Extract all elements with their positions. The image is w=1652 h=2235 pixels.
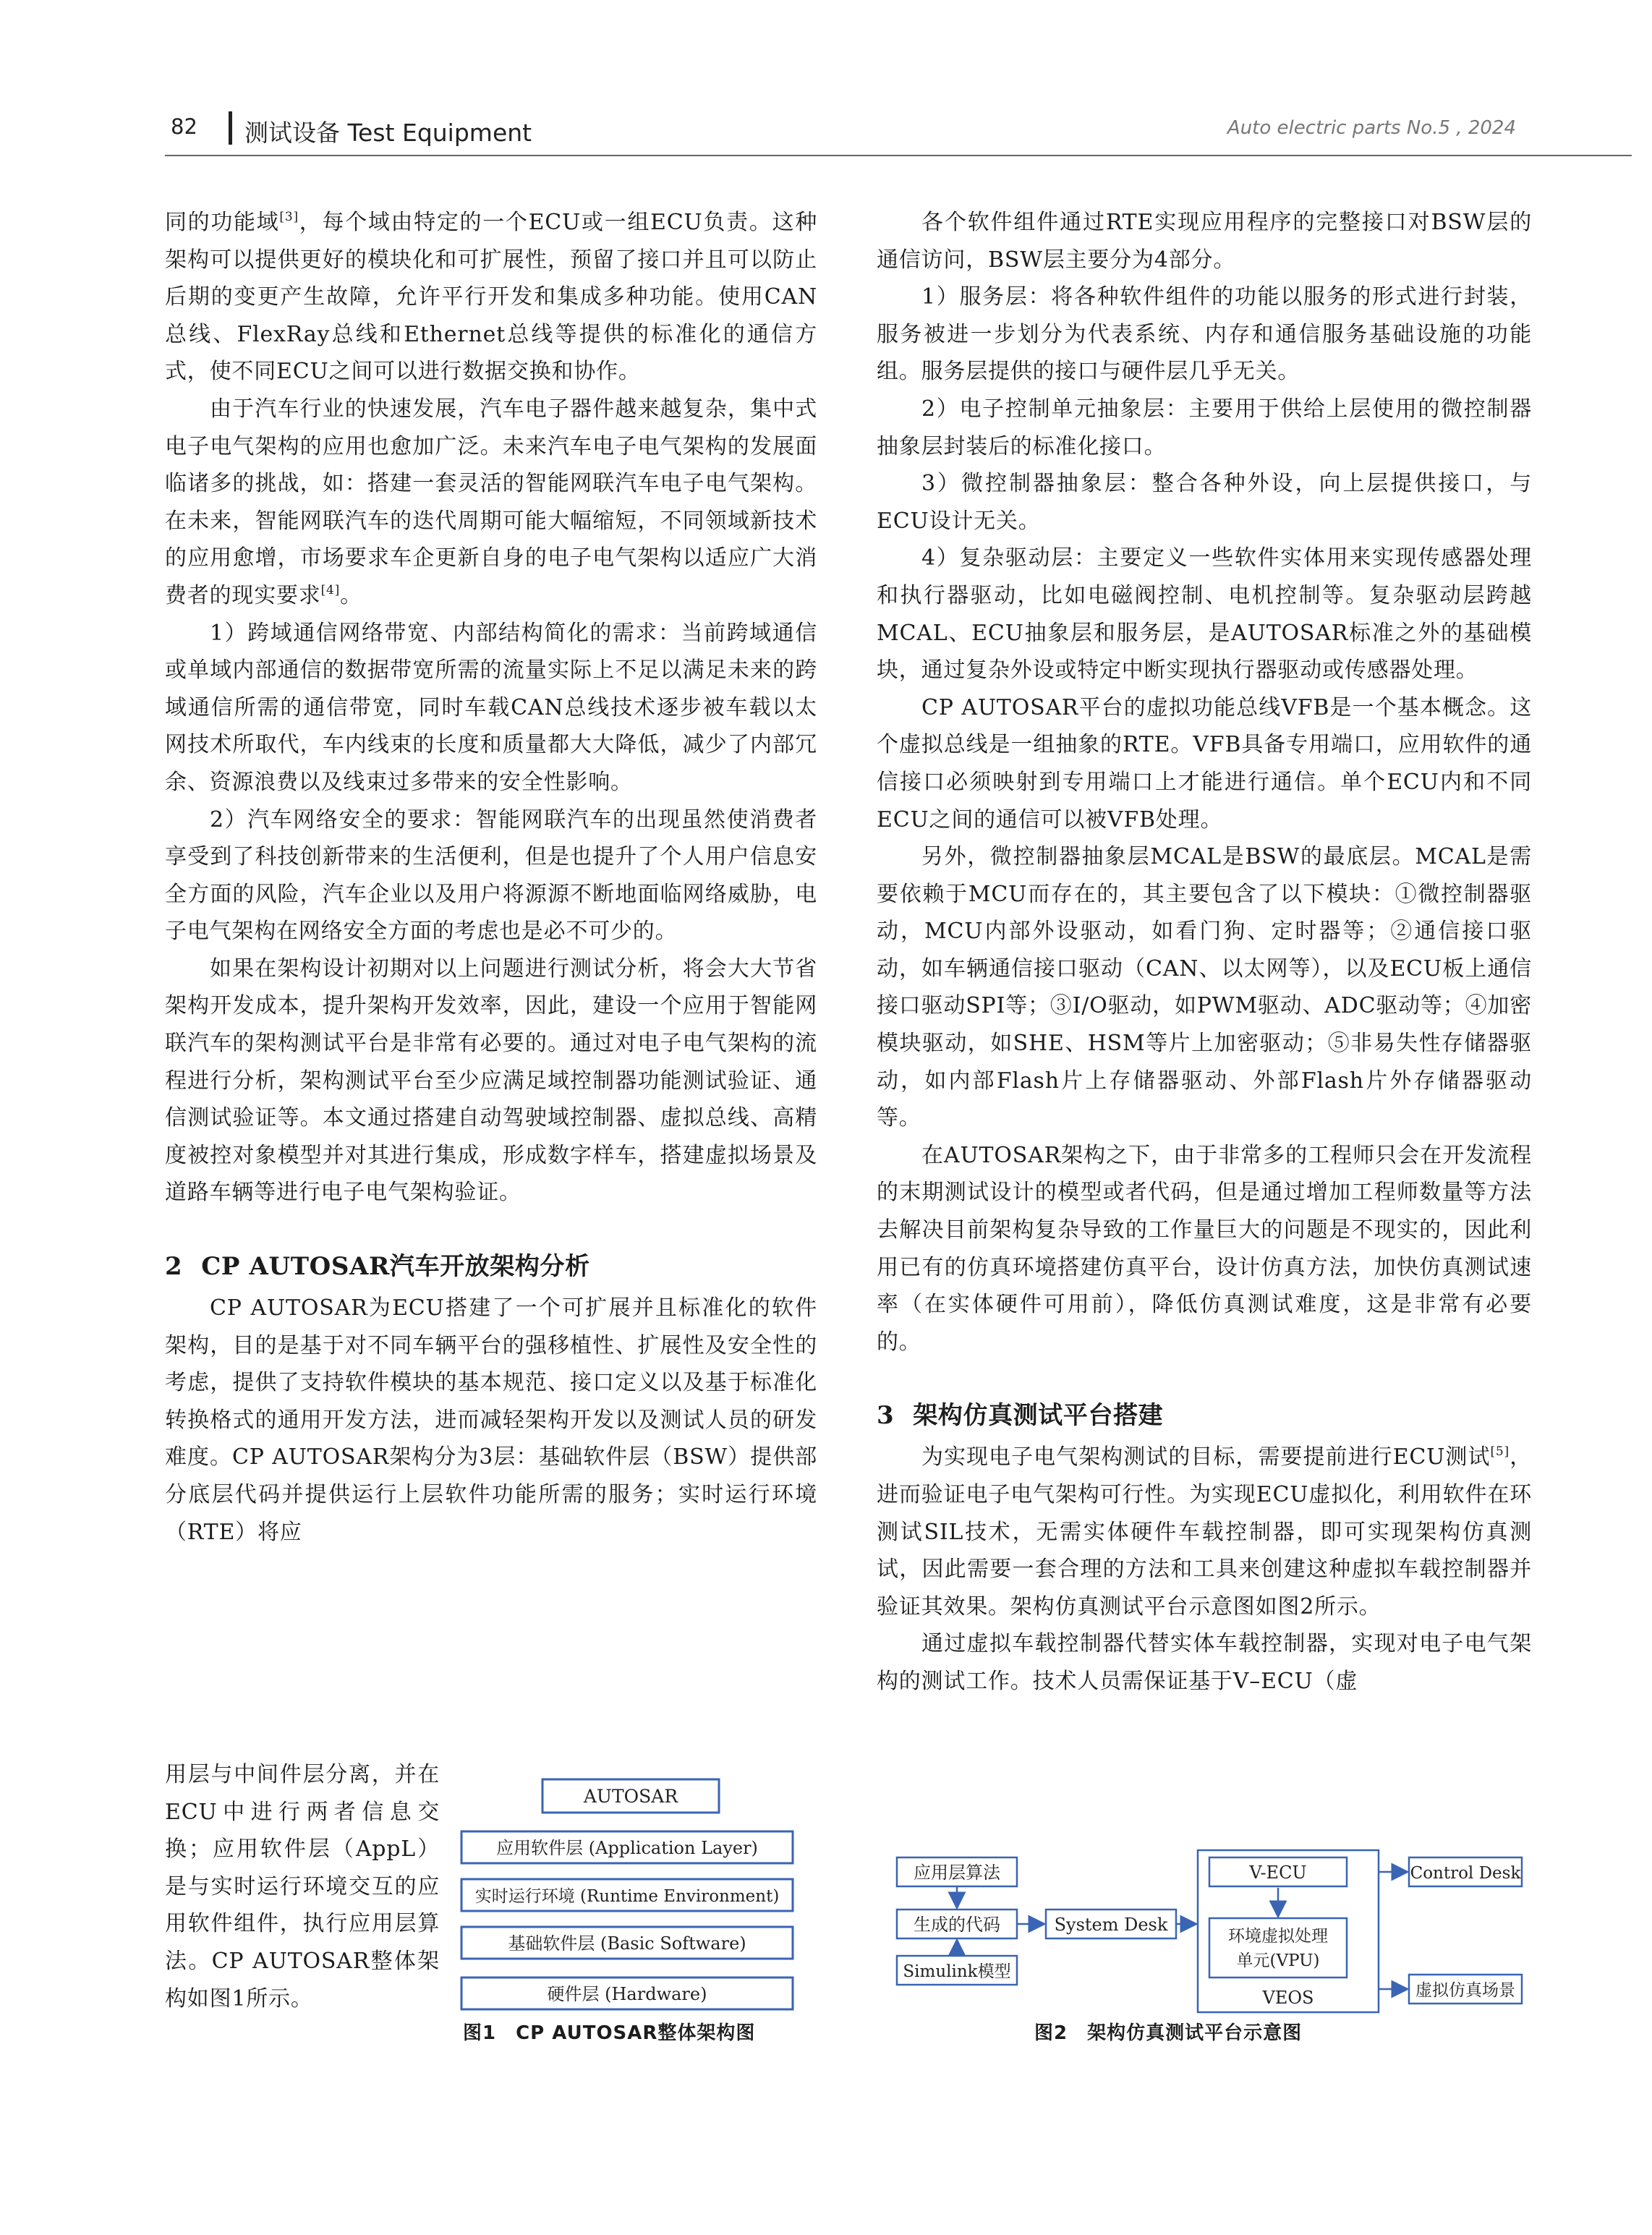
simulink-model-box (897, 1956, 1017, 1985)
figure-1-caption: 图1 CP AUTOSAR整体架构图 (463, 2022, 756, 2044)
system-desk-box (1046, 1910, 1176, 1938)
paragraph: 各个软件组件通过RTE实现应用程序的完整接口对BSW层的通信访问，BSW层主要分为4部分。 (877, 210, 1532, 273)
svg-text:单元(VPU): 单元(VPU) (1236, 1951, 1320, 1970)
svg-text:Control Desk: Control Desk (1410, 1864, 1521, 1883)
paragraph: 1）跨域通信网络带宽、内部结构简化的需求：当前跨域通信或单域内部通信的数据带宽所需的流量实际上不足以满足未来的跨域通信所需的通信带宽，同时车载CAN总线技术逐步被车载以太网技术所取代，车内线束的长度和质量都大大降低，减少了内部冗余、资源浪费以及线束过多带来的安全性影响。 (165, 620, 817, 795)
figure-2-diagram (888, 1846, 1525, 2018)
text-run: ，进而验证电子电气架构可行性。为实现ECU虚拟化，利用软件在环测试SIL技术，无需实体硬件车载控制器，即可实现架构仿真测试，因此需要一套合理的方法和工具来创建这种虚拟车载控制器并验证其效果。架构仿真测试平台示意图如图2所示。 (877, 1444, 1532, 1619)
paragraph (165, 391, 817, 615)
header-rule (165, 155, 1632, 156)
runtime-environment-box (461, 1879, 793, 1911)
application-layer-box (461, 1831, 793, 1863)
section-number: 2 (165, 1252, 183, 1282)
left-column (165, 204, 817, 1551)
v-ecu-box (1209, 1857, 1347, 1886)
figure-wrap-text (165, 1756, 440, 2017)
svg-text:Simulink模型: Simulink模型 (903, 1962, 1011, 1981)
svg-text:硬件层 (Hardware): 硬件层 (Hardware) (547, 1984, 707, 2004)
paragraph: 2）汽车网络安全的要求：智能网联汽车的出现虽然使消费者享受到了科技创新带来的生活便利，但是也提升了个人用户信息安全方面的风险，汽车企业以及用户将源源不断地面临网络威胁，电子电气架构在网络安全方面的考虑也是必不可少的。 (165, 806, 817, 945)
paragraph (165, 204, 817, 391)
page-number: 82 (171, 114, 197, 139)
vpu-box (1209, 1918, 1347, 1978)
citation: [5] (1490, 1444, 1510, 1460)
section-heading (165, 1249, 817, 1284)
svg-text:VEOS: VEOS (1262, 1988, 1314, 2008)
section-title: 架构仿真测试平台搭建 (913, 1401, 1164, 1431)
svg-text:环境虚拟处理: 环境虚拟处理 (1228, 1927, 1328, 1946)
svg-text:应用层算法: 应用层算法 (914, 1862, 1000, 1883)
paragraph: CP AUTOSAR为ECU搭建了一个可扩展并且标准化的软件架构，目的是基于对不同车辆平台的强移植性、扩展性及安全性的考虑，提供了支持软件模块的基本规范、接口定义以及基于标准化转换格式的通用开发方法，进而减轻架构开发以及测试人员的研发难度。CP AUTOSAR架构分为3层：基础软件层（BSW）提供部分底层代码并提供运行上层软件功能所需的服务；实时运行环境（RTE）将应 (165, 1295, 817, 1545)
paragraph: 1）服务层：将各种软件组件的功能以服务的形式进行封装，服务被进一步划分为代表系统、内存和通信服务基础设施的功能组。服务层提供的接口与硬件层几乎无关。 (877, 284, 1532, 385)
virtual-scene-box (1409, 1975, 1522, 2004)
generated-code-box (897, 1910, 1017, 1938)
autosar-box (542, 1779, 719, 1813)
paragraph: 在AUTOSAR架构之下，由于非常多的工程师只会在开发流程的末期测试设计的模型或者代码，但是通过增加工程师数量等方法去解决目前架构复杂导致的工作量巨大的问题是不现实的，因此利用已有的仿真环境搭建仿真平台，设计仿真方法，加快仿真测试速率（在实体硬件可用前），降低仿真测试难度，这是非常有必要的。 (877, 1142, 1532, 1355)
paragraph: 2）电子控制单元抽象层：主要用于供给上层使用的微控制器抽象层封装后的标准化接口。 (877, 396, 1532, 459)
svg-text:虚拟仿真场景: 虚拟仿真场景 (1415, 1981, 1515, 2000)
citation: [3] (279, 210, 299, 224)
text-run: 由于汽车行业的快速发展，汽车电子器件越来越复杂，集中式电子电气架构的应用也愈加广泛。未来汽车电子电气架构的发展面临诸多的挑战，如：搭建一套灵活的智能网联汽车电子电气架构。在未来，智能网联汽车的迭代周期可能大幅缩短，不同领域新技术的应用愈增，市场要求车企更新自身的电子电气架构以适应广大消费者的现实要求 (165, 396, 817, 608)
header-divider (229, 111, 232, 145)
section-heading (877, 1398, 1532, 1433)
svg-text:应用软件层 (Application Layer): 应用软件层 (Application Layer) (496, 1838, 758, 1858)
app-algorithm-box (897, 1857, 1017, 1886)
paragraph: 4）复杂驱动层：主要定义一些软件实体用来实现传感器处理和执行器驱动，比如电磁阀控制、电机控制等。复杂驱动层跨越MCAL、ECU抽象层和服务层，是AUTOSAR标准之外的基础模块，通过复杂外设或特定中断实现执行器驱动或传感器处理。 (877, 545, 1532, 684)
svg-text:基础软件层 (Basic Software): 基础软件层 (Basic Software) (508, 1933, 746, 1954)
svg-text:实时运行环境 (Runtime Environment): 实时运行环境 (Runtime Environment) (474, 1887, 780, 1906)
journal-name: Auto electric parts No.5 , 2024 (1227, 117, 1516, 139)
citation: [4] (320, 582, 341, 597)
svg-text:V-ECU: V-ECU (1249, 1862, 1307, 1883)
control-desk-box (1409, 1857, 1522, 1886)
section-header: 测试设备 Test Equipment (244, 119, 532, 147)
paragraph: 通过虚拟车载控制器代替实体车载控制器，实现对电子电气架构的测试工作。技术人员需保证基于V–ECU（虚 (877, 1631, 1532, 1694)
paragraph: 3）微控制器抽象层：整合各种外设，向上层提供接口，与ECU设计无关。 (877, 471, 1532, 534)
hardware-layer-box (461, 1978, 793, 2009)
paragraph: CP AUTOSAR平台的虚拟功能总线VFB是一个基本概念。这个虚拟总线是一组抽象的RTE。VFB具备专用端口，应用软件的通信接口必须映射到专用端口上才能进行通信。单个ECU内和不同ECU之间的通信可以被VFB处理。 (877, 694, 1532, 833)
basic-software-box (461, 1927, 793, 1959)
text-run: 同的功能域 (165, 210, 280, 235)
figure-1-diagram (454, 1774, 800, 2040)
paragraph: 另外，微控制器抽象层MCAL是BSW的最底层。MCAL是需要依赖于MCU而存在的，其主要包含了以下模块：①微控制器驱动，MCU内部外设驱动，如看门狗、定时器等；②通信接口驱动，如车辆通信接口驱动（CAN、以太网等），以及ECU板上通信接口驱动SPI等；③I/O驱动，如PWM驱动、ADC驱动等；④加密模块驱动，如SHE、HSM等片上加密驱动；⑤非易失性存储器驱动，如内部Flash片上存储器驱动、外部Flash片外存储器驱动等。 (877, 844, 1532, 1131)
paragraph: 如果在架构设计初期对以上问题进行测试分析，将会大大节省架构开发成本，提升架构开发效率，因此，建设一个应用于智能网联汽车的架构测试平台是非常有必要的。通过对电子电气架构的流程进行分析，架构测试平台至少应满足域控制器功能测试验证、通信测试验证等。本文通过搭建自动驾驶域控制器、虚拟总线、高精度被控对象模型并对其进行集成，形成数字样车，搭建虚拟场景及道路车辆等进行电子电气架构验证。 (165, 955, 817, 1206)
right-column (877, 204, 1532, 1700)
text-run: 。 (340, 582, 362, 608)
section-number: 3 (877, 1401, 895, 1431)
svg-text:System Desk: System Desk (1054, 1915, 1168, 1935)
text-run: 为实现电子电气架构测试的目标，需要提前进行ECU测试 (921, 1444, 1491, 1470)
svg-text:AUTOSAR: AUTOSAR (583, 1786, 678, 1807)
paragraph (877, 1439, 1532, 1625)
section-title: CP AUTOSAR汽车开放架构分析 (201, 1252, 590, 1282)
figure-2-caption: 图2 架构仿真测试平台示意图 (1034, 2022, 1303, 2044)
text-run: ，每个域由特定的一个ECU或一组ECU负责。这种架构可以提供更好的模块化和可扩展性，预留了接口并且可以防止后期的变更产生故障，允许平行开发和集成多种功能。使用CAN总线、FlexRay总线和Ethernet总线等提供的标准化的通信方式，使不同ECU之间可以进行数据交换和协作。 (165, 210, 817, 385)
svg-text:生成的代码: 生成的代码 (914, 1915, 1000, 1935)
paragraph: 用层与中间件层分离，并在ECU中进行两者信息交换；应用软件层（AppL）是与实时运行环境交互的应用软件组件，执行应用层算法。CP AUTOSAR整体架构如图1所示。 (165, 1762, 440, 2012)
